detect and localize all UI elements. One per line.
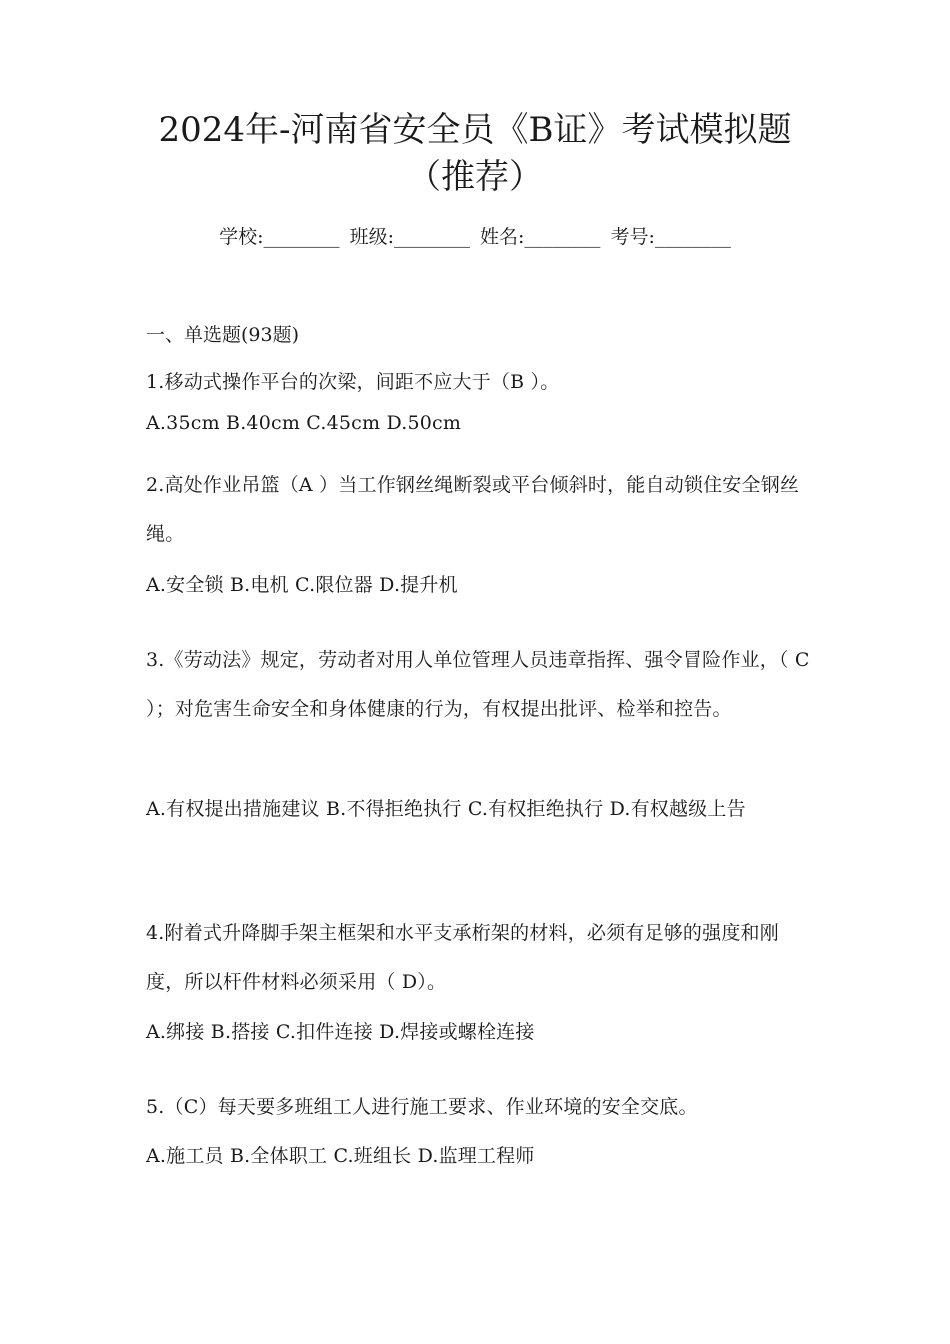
question-2-options: A.安全锁 B.电机 C.限位器 D.提升机: [146, 574, 458, 596]
question-3-options: A.有权提出措施建议 B.不得拒绝执行 C.有权拒绝执行 D.有权越级上告: [146, 798, 746, 820]
question-4-options: A.绑接 B.搭接 C.扣件连接 D.焊接或螺栓连接: [146, 1021, 535, 1043]
question-4-text: 4.附着式升降脚手架主框架和水平支承桁架的材料，必须有足够的强度和刚度，所以杆件材料必须采用（ D）。: [146, 922, 779, 993]
question-5-options: A.施工员 B.全体职工 C.班组长 D.监理工程师: [146, 1145, 535, 1167]
name-field: 姓名:________: [480, 226, 601, 248]
student-info-row: [0, 222, 950, 252]
section-heading: 一、单选题(93题): [146, 324, 300, 346]
question-1-text: 1.移动式操作平台的次梁，间距不应大于（B ）。: [146, 371, 560, 393]
exam-number-field: 考号:________: [610, 226, 731, 248]
question-1-options: A.35cm B.40cm C.45cm D.50cm: [146, 412, 462, 434]
question-5-text: 5.（C）每天要多班组工人进行施工要求、作业环境的安全交底。: [146, 1096, 698, 1118]
school-field: 学校:________: [219, 226, 340, 248]
document-title: 2024年-河南省安全员《B证》考试模拟题: [158, 110, 792, 150]
document-subtitle: （推荐）: [407, 157, 543, 197]
question-2-text: 2.高处作业吊篮（A ）当工作钢丝绳断裂或平台倾斜时，能自动锁住安全钢丝绳。: [146, 474, 800, 545]
question-3-text: 3.《劳动法》规定，劳动者对用人单位管理人员违章指挥、强令冒险作业，（ C ）；对危害生命安全和身体健康的行为，有权提出批评、检举和控告。: [146, 649, 810, 720]
class-field: 班级:________: [349, 226, 470, 248]
